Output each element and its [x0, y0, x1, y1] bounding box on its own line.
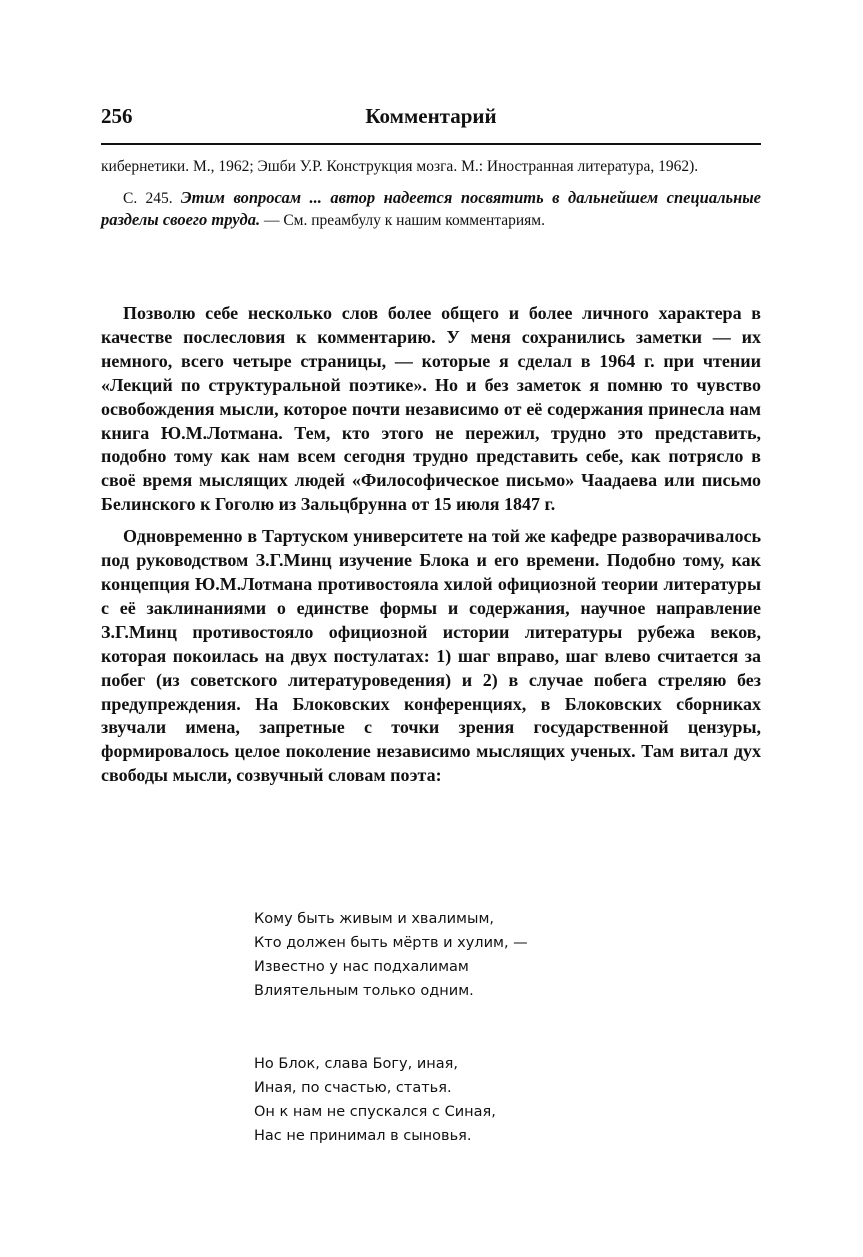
note-lemma: Этим вопросам ... автор надеется посвятить в дальнейшем специальные разделы своего труда. — [101, 188, 762, 229]
header-rule — [101, 143, 761, 145]
commentary-notes — [101, 156, 761, 231]
poem-line: Иная, по счастью, статья. — [254, 1080, 452, 1096]
poem-line: Известно у нас подхалимам — [254, 959, 469, 975]
poem-line: Кто должен быть мёртв и хулим, — — [254, 935, 528, 951]
note-text: — См. преамбулу к нашим комментариям. — [263, 212, 545, 229]
poem-stanza-2 — [254, 1052, 754, 1148]
page-number: 256 — [101, 104, 133, 128]
poem-line: Кому быть живым и хвалимым, — [254, 911, 494, 927]
poem-line: Но Блок, слава Богу, иная, — [254, 1056, 458, 1072]
note-reference: С. 245. — [123, 190, 173, 207]
poem-line: Он к нам не спускался с Синая, — [254, 1104, 496, 1120]
afterword-paragraph-1: Позволю себе несколько слов более общего и более личного характера в качестве послесловия к комментарию. У меня сохранились заметки — их немного, всего четыре страницы, — которые я сделал в 1964 г. при чтении «Лекций по структуральной поэтике». Но и без заметок я помню то чувство освобождения мысли, которое почти независимо от её содержания принесла нам книга Ю.М.Лотмана. Тем, кто этого не пережил, трудно это представить, подобно тому как нам всем сегодня трудно представить себе, как потрясло в своё время мыслящих людей «Философическое письмо» Чаадаева или письмо Белинского к Гоголю из Зальцбрунна от 15 июля 1847 г. — [101, 303, 761, 515]
note-continuation: кибернетики. М., 1962; Эшби У.Р. Конструкция мозга. М.: Иностранная литература, 1962). — [101, 158, 699, 175]
poem-line: Нас не принимал в сыновья. — [254, 1128, 472, 1144]
afterword — [101, 302, 761, 788]
poem-line: Влиятельным только одним. — [254, 983, 474, 999]
running-title: Комментарий — [365, 104, 497, 128]
afterword-paragraph-2: Одновременно в Тартуском университете на той же кафедре разворачивалось под руководством З.Г.Минц изучение Блока и его времени. Подобно тому, как концепция Ю.М.Лотмана противостояла хилой официозной теории литературы с её заклинаниями о единстве формы и содержания, научное направление З.Г.Минц противостояло официозной истории литературы рубежа веков, которая покоилась на двух постулатах: 1) шаг вправо, шаг влево считается за побег (из советского литературоведения) и 2) в случае побега стреляю без предупреждения. На Блоковских конференциях, в Блоковских сборниках звучали имена, запретные с точки зрения государственной цензуры, формировалось целое поколение независимо мыслящих ученых. Там витал дух свободы мысли, созвучный словам поэта: — [101, 526, 761, 786]
poem-stanza-1 — [254, 907, 754, 1003]
page-header — [101, 104, 761, 138]
note-page-245 — [101, 187, 761, 231]
